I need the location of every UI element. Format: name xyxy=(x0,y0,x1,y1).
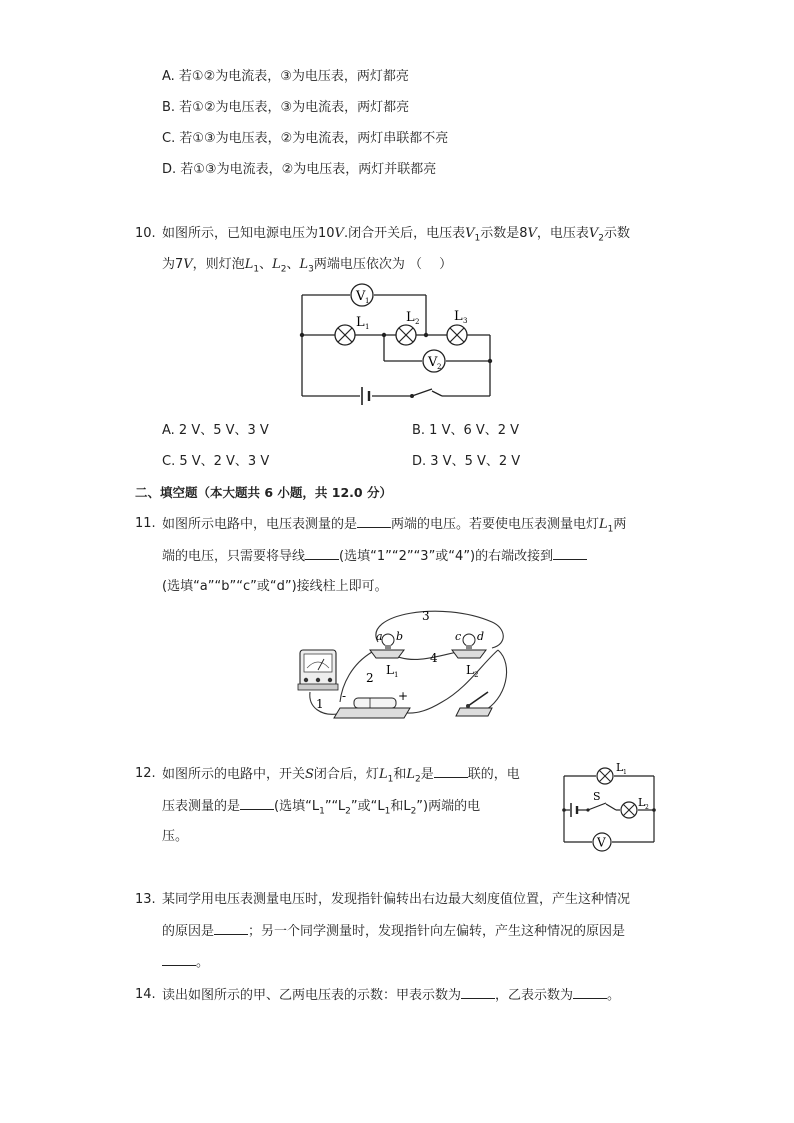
q11-voltmeter-picture xyxy=(298,650,338,690)
svg-text:1: 1 xyxy=(623,769,627,776)
q13-blank-1 xyxy=(214,922,248,935)
svg-text:c: c xyxy=(455,630,462,643)
svg-text:L: L xyxy=(356,315,365,330)
svg-text:V: V xyxy=(428,355,438,370)
q10-lamp-l1 xyxy=(335,315,369,345)
svg-text:1: 1 xyxy=(316,697,324,711)
svg-text:L: L xyxy=(638,796,646,809)
q11-text-line3: (选填“a”“b”“c”或“d”)接线柱上即可。 xyxy=(162,579,388,594)
svg-text:1: 1 xyxy=(365,323,370,331)
q11-text-line1: 如图所示电路中，电压表测量的是 两端的电压。若要使电压表测量电灯$L_1$两 xyxy=(162,517,627,535)
q10-text-line1: 如图所示，已知电源电压为10V.闭合开关后，电压表$V_1$示数是8V，电压表$V_2$示数 xyxy=(162,226,631,244)
q9-option-b: B. 若①②为电压表，③为电流表，两灯都亮 xyxy=(162,100,410,115)
q11-lamp-l1-picture xyxy=(370,630,404,679)
q13-blank-2 xyxy=(162,953,196,966)
svg-text:L: L xyxy=(466,663,474,677)
q12-text-line2: 压表测量的是 (选填“$L_1”“L_2$”或“$L_1$和$L_2$”)两端的电 xyxy=(162,799,481,817)
q13-text-line2: 的原因是 ；另一个同学测量时，发现指针向左偏转，产生这种情况的原因是 xyxy=(162,924,626,939)
svg-text:2: 2 xyxy=(645,804,649,811)
svg-text:2: 2 xyxy=(437,363,442,371)
q11-number: 11. xyxy=(135,516,156,531)
q12-lamp-l1 xyxy=(597,761,627,784)
svg-text:2: 2 xyxy=(366,671,374,685)
svg-text:1: 1 xyxy=(394,671,399,679)
svg-text:L: L xyxy=(454,309,463,324)
q12-voltmeter xyxy=(593,833,611,851)
q12-switch-s xyxy=(593,790,601,803)
svg-text:V: V xyxy=(597,835,606,850)
q9-option-d: D. 若①③为电流表，②为电压表，两灯并联都亮 xyxy=(162,162,437,177)
section-title-fill-in: 二、填空题（本大题共 6 小题，共 12.0 分） xyxy=(135,485,392,500)
svg-text:3: 3 xyxy=(422,609,430,623)
svg-text:a: a xyxy=(376,630,383,643)
q12-text-line3: 压。 xyxy=(162,829,189,844)
svg-text:2: 2 xyxy=(415,318,420,326)
svg-text:-: - xyxy=(342,689,347,703)
q14-blank-2 xyxy=(573,986,607,999)
svg-text:3: 3 xyxy=(463,317,468,325)
q10-option-a: A. 2 V、5 V、3 V xyxy=(162,423,269,438)
q14-blank-1 xyxy=(461,986,495,999)
svg-text:L: L xyxy=(616,761,624,774)
svg-text:4: 4 xyxy=(430,651,438,665)
q13-text-line3: 。 xyxy=(162,953,209,972)
q9-option-c: C. 若①③为电压表，②为电流表，两灯串联都不亮 xyxy=(162,131,449,146)
q10-voltmeter-v1 xyxy=(351,284,373,306)
q11-switch-picture xyxy=(456,692,492,716)
svg-text:V: V xyxy=(356,289,366,304)
svg-text:L: L xyxy=(386,663,394,677)
q11-text-line2: 端的电压，只需要将导线 (选填“1”“2”“3”或“4”)的右端改接到 xyxy=(162,547,587,566)
q12-circuit-diagram xyxy=(556,760,662,855)
q13-number: 13. xyxy=(135,892,156,907)
q11-lamp-l2-picture xyxy=(452,630,486,679)
q12-number: 12. xyxy=(135,766,156,781)
q10-lamp-l3 xyxy=(447,309,467,345)
svg-text:L: L xyxy=(406,310,415,325)
q10-text-line2: 为7V，则灯泡$L_1$、$L_2$、$L_3$两端电压依次为 （ ） xyxy=(162,257,453,275)
q10-voltmeter-v2 xyxy=(423,350,445,372)
q10-lamp-l2 xyxy=(396,310,419,345)
q14-number: 14. xyxy=(135,987,156,1002)
q14-text-line1: 读出如图所示的甲、乙两电压表的示数：甲表示数为 ，乙表示数为 。 xyxy=(162,988,621,1003)
q12-blank-2 xyxy=(240,797,274,810)
svg-text:+: + xyxy=(398,689,409,703)
q10-number: 10. xyxy=(135,226,156,241)
q10-option-c: C. 5 V、2 V、3 V xyxy=(162,454,270,469)
q12-text-line1: 如图所示的电路中，开关S闭合后，灯$L_1$和$L_2$是 联的，电 xyxy=(162,767,520,785)
svg-text:b: b xyxy=(396,630,404,643)
q13-text-line1: 某同学用电压表测量电压时，发现指针偏转出右边最大刻度值位置，产生这种情况 xyxy=(162,892,631,907)
q9-option-a: A. 若①②为电流表，③为电压表，两灯都亮 xyxy=(162,69,409,84)
svg-text:d: d xyxy=(477,630,485,643)
svg-text:1: 1 xyxy=(365,297,370,305)
q10-option-b: B. 1 V、6 V、2 V xyxy=(412,423,520,438)
q11-blank-2 xyxy=(305,547,339,560)
svg-text:2: 2 xyxy=(474,671,479,679)
q11-blank-1 xyxy=(357,515,391,528)
q11-blank-3 xyxy=(553,547,587,560)
svg-text:S: S xyxy=(593,790,601,803)
q10-circuit-diagram xyxy=(292,283,502,408)
q12-blank-1 xyxy=(434,765,468,778)
q12-lamp-l2 xyxy=(621,796,649,818)
q10-option-d: D. 3 V、5 V、2 V xyxy=(412,454,521,469)
q11-battery-picture xyxy=(334,689,410,718)
q11-circuit-picture xyxy=(292,604,522,726)
